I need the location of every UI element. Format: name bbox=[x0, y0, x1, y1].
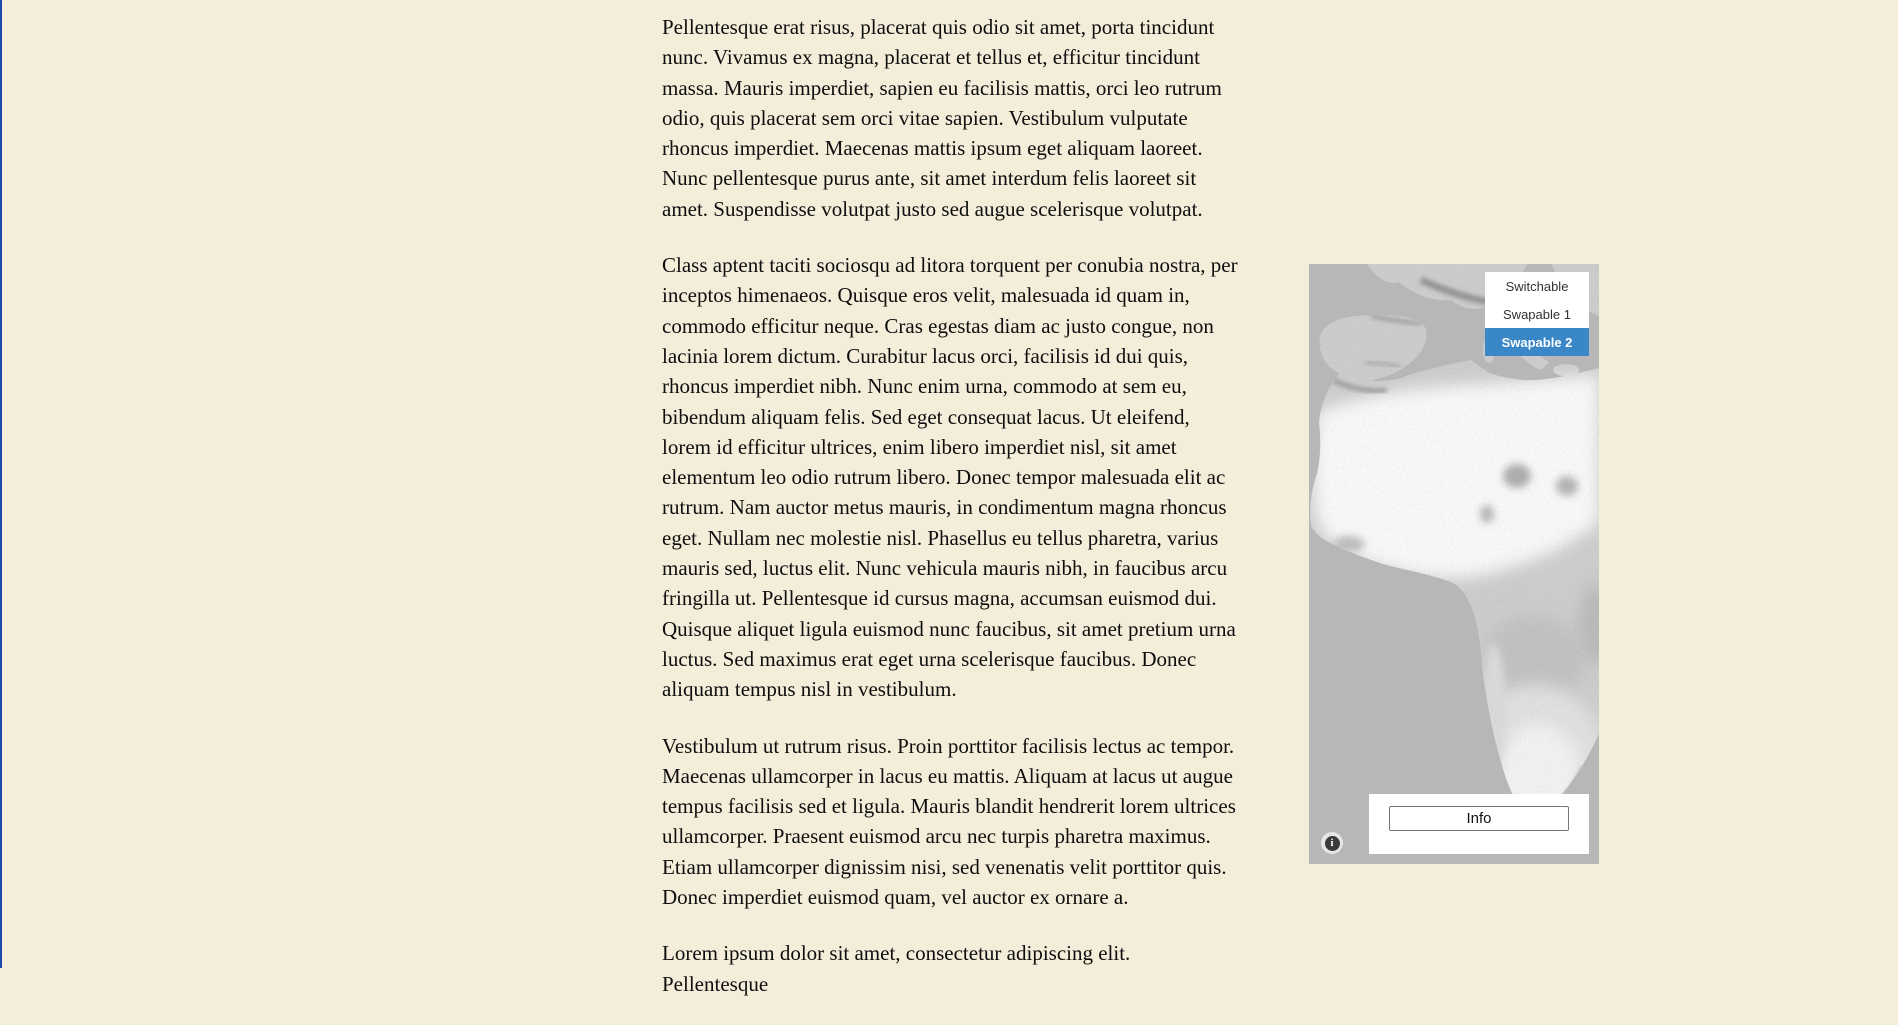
paragraph-4: Lorem ipsum dolor sit amet, consectetur adipiscing elit. Pellentesque bbox=[662, 941, 1131, 996]
layer-switcher bbox=[1485, 272, 1589, 356]
info-panel bbox=[1369, 794, 1589, 854]
info-button[interactable]: Info bbox=[1389, 806, 1569, 831]
map-widget[interactable] bbox=[1309, 264, 1599, 864]
layer-option-switchable[interactable]: Switchable bbox=[1505, 278, 1569, 294]
paragraph-2: Class aptent taciti sociosqu ad litora torquent per conubia nostra, per inceptos himenaeos. Quisque eros velit, malesuada id quam in, commodo efficitur neque. Cras egestas diam ac justo congue, non lacinia lorem dictum. Curabitur lacus orci, facilisis id dui quis, rhoncus imperdiet nibh. Nunc enim urna, commodo at sem eu, bibendum aliquam felis. Sed eget consequat lacus. Ut eleifend, lorem id efficitur ultrices, enim libero imperdiet nisl, sit amet elementum leo odio rutrum libero. Donec tempor malesuada elit ac rutrum. Nam auctor metus mauris, in condimentum magna rhoncus eget. Nullam nec molestie nisl. Phasellus eu tellus pharetra, varius mauris sed, luctus elit. Nunc vehicula mauris nibh, in faucibus arcu fringilla ut. Pellentesque id cursus magna, accumsan euismod dui. Quisque aliquet ligula euismod nunc faucibus, sit amet pretium urna luctus. Sed maximus erat eget urna scelerisque faucibus. Donec aliquam tempus nisl in vestibulum. bbox=[662, 253, 1238, 702]
page-left-border bbox=[0, 0, 2, 968]
layer-option-swapable-2[interactable]: Swapable 2 bbox=[1485, 328, 1589, 356]
attribution-button[interactable] bbox=[1321, 832, 1343, 854]
paragraph-3: Vestibulum ut rutrum risus. Proin porttitor facilisis lectus ac tempor. Maecenas ullamcorper in lacus eu mattis. Aliquam at lacus ut augue tempus facilisis sed et ligula. Mauris blandit hendrerit lorem ultrices ullamcorper. Praesent euismod arcu nec turpis pharetra maximus. Etiam ullamcorper dignissim nisi, sed venenatis velit porttitor quis. Donec imperdiet euismod quam, vel auctor ex ornare a. bbox=[662, 733, 1236, 910]
info-icon: i bbox=[1325, 836, 1340, 851]
paragraph-1: Pellentesque erat risus, placerat quis odio sit amet, porta tincidunt nunc. Vivamus ex magna, placerat et tellus et, efficitur tincidunt massa. Mauris imperdiet, sapien eu facilisis mattis, orci leo rutrum odio, quis placerat sem orci vitae sapien. Vestibulum vulputate rhoncus imperdiet. Maecenas mattis ipsum eget aliquam laoreet. Nunc pellentesque purus ante, sit amet interdum felis laoreet sit amet. Suspendisse volutpat justo sed augue scelerisque volutpat. bbox=[662, 15, 1222, 221]
layer-option-swapable-1[interactable]: Swapable 1 bbox=[1503, 306, 1571, 322]
article-text bbox=[662, 12, 1240, 1025]
